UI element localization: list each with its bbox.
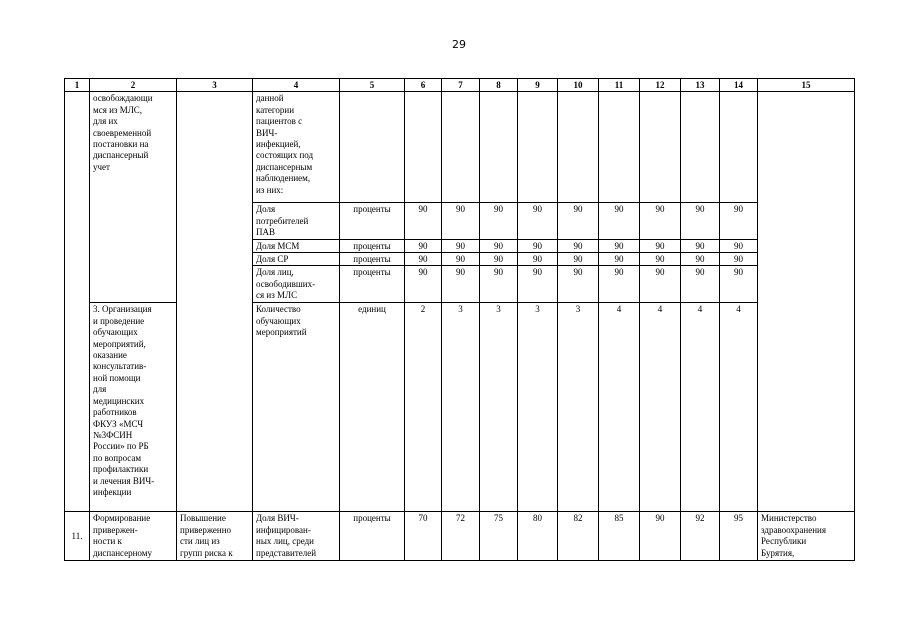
measure-cell: 3. Организация и проведение обучающих мероприятий, оказание консультатив- ной помощи для медицинских работников ФКУЗ «МСЧ №3ФСИН России» по РБ по вопросам профилактики и лечения ВИЧ- инфекции: [90, 303, 177, 512]
indicator-cell: Количество обучающих мероприятий: [253, 303, 340, 512]
unit-cell: проценты: [340, 253, 405, 266]
value-cell: 2: [405, 303, 442, 512]
indicator-cell: данной категории пациентов с ВИЧ- инфекцией, состоящих под диспансерным наблюдением, из них:: [253, 92, 340, 203]
value-cell: 90: [558, 239, 599, 252]
plan-table: [64, 78, 855, 561]
value-cell: 90: [681, 266, 720, 303]
header-cell: 10: [558, 79, 599, 92]
responsible-cell: Министерство здравоохранения Республики Бурятия,: [758, 512, 855, 561]
value-cell: 75: [480, 512, 518, 561]
value-cell: 90: [558, 253, 599, 266]
header-cell: 4: [253, 79, 340, 92]
value-cell: 90: [405, 239, 442, 252]
header-cell: 7: [442, 79, 480, 92]
value-cell: 90: [681, 239, 720, 252]
unit-cell: [340, 92, 405, 203]
indicator-cell: Доля МСМ: [253, 239, 340, 252]
value-cell: 3: [558, 303, 599, 512]
table-row: [65, 92, 855, 203]
unit-cell: единиц: [340, 303, 405, 512]
value-cell: 90: [640, 253, 681, 266]
value-cell: 3: [480, 303, 518, 512]
unit-cell: проценты: [340, 203, 405, 239]
header-cell: 9: [518, 79, 558, 92]
header-cell: 2: [90, 79, 177, 92]
value-cell: 90: [599, 239, 640, 252]
header-cell: 8: [480, 79, 518, 92]
value-cell: 90: [599, 203, 640, 239]
unit-cell: проценты: [340, 266, 405, 303]
header-cell: 1: [65, 79, 90, 92]
indicator-cell: Доля СР: [253, 253, 340, 266]
value-cell: 90: [681, 203, 720, 239]
value-cell: 90: [480, 266, 518, 303]
value-cell: 4: [720, 303, 758, 512]
value-cell: 72: [442, 512, 480, 561]
value-cell: 4: [681, 303, 720, 512]
header-cell: 15: [758, 79, 855, 92]
table-row: [65, 512, 855, 561]
value-cell: 3: [442, 303, 480, 512]
value-cell: 90: [405, 203, 442, 239]
value-cell: 95: [720, 512, 758, 561]
value-cell: 80: [518, 512, 558, 561]
value-cell: 70: [405, 512, 442, 561]
value-cell: 90: [599, 253, 640, 266]
value-cell: 90: [405, 253, 442, 266]
value-cell: 90: [405, 266, 442, 303]
value-cell: 90: [558, 203, 599, 239]
value-cell: 90: [518, 239, 558, 252]
value-cell: 90: [480, 253, 518, 266]
value-cell: 90: [558, 266, 599, 303]
value-cell: 90: [442, 239, 480, 252]
value-cell: 90: [599, 266, 640, 303]
unit-cell: проценты: [340, 512, 405, 561]
measure-cell: Формирование привержен- ности к диспансерному: [90, 512, 177, 561]
header-cell: 11: [599, 79, 640, 92]
value-cell: 90: [442, 266, 480, 303]
value-cell: 90: [518, 253, 558, 266]
value-cell: 90: [640, 239, 681, 252]
page-number: 29: [452, 38, 466, 51]
result-cell: [177, 92, 253, 512]
header-cell: 12: [640, 79, 681, 92]
measure-cell: освобождающи мся из МЛС, для их своевременной постановки на диспансерный учет: [90, 92, 177, 303]
value-cell: 90: [720, 239, 758, 252]
value-cell: 90: [442, 203, 480, 239]
value-cell: 90: [518, 203, 558, 239]
value-cell: 90: [640, 512, 681, 561]
value-cell: 82: [558, 512, 599, 561]
responsible-cell: [758, 92, 855, 512]
result-cell: Повышение приверженно сти лиц из групп риска к: [177, 512, 253, 561]
value-cell: 90: [442, 253, 480, 266]
header-cell: 5: [340, 79, 405, 92]
header-cell: 14: [720, 79, 758, 92]
value-cell: 90: [640, 203, 681, 239]
unit-cell: проценты: [340, 239, 405, 252]
value-cell: 90: [518, 266, 558, 303]
value-cell: 90: [720, 203, 758, 239]
value-cell: 90: [720, 253, 758, 266]
value-cell: 92: [681, 512, 720, 561]
header-cell: 13: [681, 79, 720, 92]
value-cell: 4: [599, 303, 640, 512]
value-cell: 85: [599, 512, 640, 561]
value-cell: 4: [640, 303, 681, 512]
indicator-cell: Доля ВИЧ- инфицирован- ных лиц, среди представителей: [253, 512, 340, 561]
value-cell: 90: [480, 203, 518, 239]
value-cell: 90: [681, 253, 720, 266]
value-cell: 90: [720, 266, 758, 303]
indicator-cell: Доля потребителей ПАВ: [253, 203, 340, 239]
num-cell: [65, 92, 90, 512]
value-cell: 90: [640, 266, 681, 303]
header-cell: 3: [177, 79, 253, 92]
header-row: [65, 79, 855, 92]
indicator-cell: Доля лиц, освободивших- ся из МЛС: [253, 266, 340, 303]
value-cell: 3: [518, 303, 558, 512]
value-cell: 90: [480, 239, 518, 252]
header-cell: 6: [405, 79, 442, 92]
row-number: 11.: [65, 512, 90, 561]
